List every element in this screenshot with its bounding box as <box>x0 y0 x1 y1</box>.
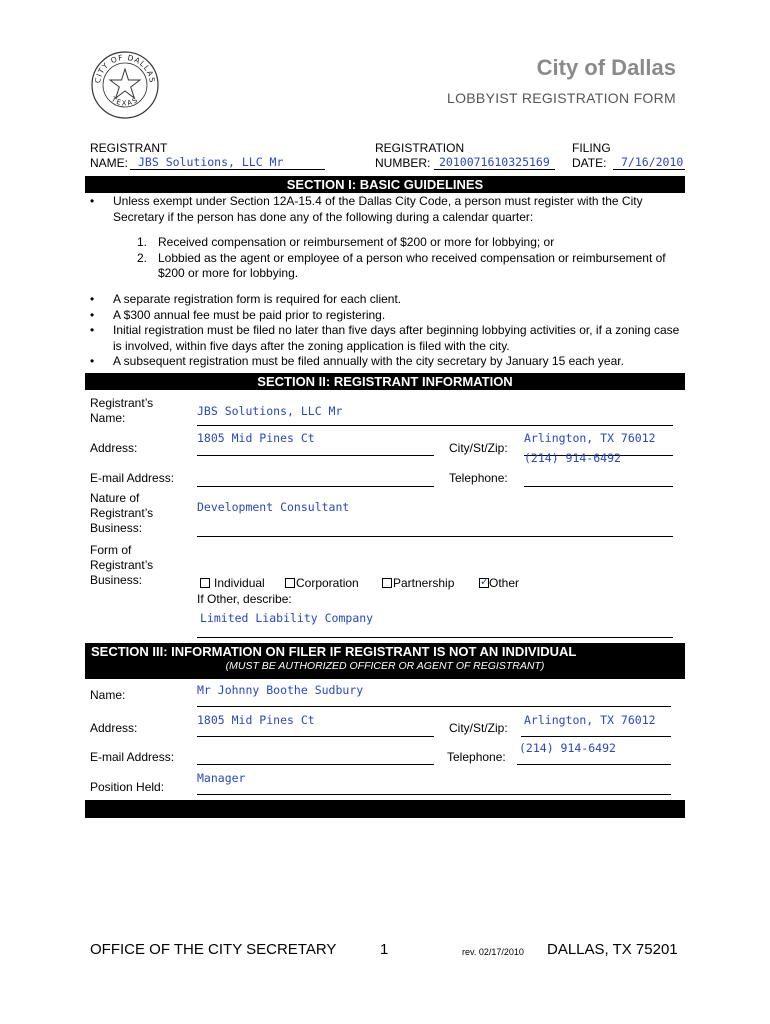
registrant-name-input[interactable] <box>197 404 673 426</box>
filer-telephone-input[interactable] <box>517 741 671 765</box>
registration-number-field[interactable] <box>434 156 555 170</box>
filer-name-label: Name: <box>90 688 126 702</box>
telephone-text: (214) 914-6492 <box>524 451 621 465</box>
partnership-checkbox[interactable] <box>382 578 392 588</box>
footer-city: DALLAS, TX 75201 <box>547 941 678 958</box>
registration-number-value: 2010071610325169 <box>439 155 550 169</box>
city-st-zip-label: City/St/Zip: <box>449 441 508 455</box>
filer-email-input[interactable] <box>197 749 434 765</box>
list-item-text: Received compensation or reimbursement of $200 or more for lobbying; or <box>158 235 555 249</box>
numbered-list <box>137 235 687 282</box>
svg-text:TEXAS <box>109 95 140 108</box>
filer-telephone-label: Telephone: <box>447 750 506 764</box>
other-describe-input[interactable] <box>197 611 673 638</box>
section-3-title: SECTION III: INFORMATION ON FILER IF REGISTRANT IS NOT AN INDIVIDUAL <box>91 644 577 659</box>
option-individual[interactable] <box>197 576 285 591</box>
footer-office: OFFICE OF THE CITY SECRETARY <box>90 941 337 958</box>
list-item-text: Lobbied as the agent or employee of a person who received compensation or reimbursement of $200 or more for lobbying. <box>158 250 666 280</box>
bullet-text: Initial registration must be filed no later than five days after beginning lobbying activities or, if a zoning case is involved, within five days after the zoning application is filed with the city. <box>113 323 680 353</box>
list-item-number: 1. <box>137 235 148 249</box>
section-1-header: SECTION I: BASIC GUIDELINES <box>85 176 685 193</box>
list-item <box>137 235 687 251</box>
option-corporation[interactable] <box>285 576 382 591</box>
other-label: Other <box>489 576 520 590</box>
business-form-options <box>197 576 519 591</box>
address-input[interactable] <box>197 431 434 456</box>
position-held-text: Manager <box>197 771 246 785</box>
bullet-item: • A $300 annual fee must be paid prior to registering. <box>90 308 690 324</box>
filing-date-label: DATE: <box>572 156 607 170</box>
registrant-name-value: JBS Solutions, LLC Mr <box>138 155 284 169</box>
registrant-label: REGISTRANT <box>90 141 168 155</box>
filer-address-text: 1805 Mid Pines Ct <box>197 713 315 727</box>
city-title: City of Dallas <box>536 55 676 80</box>
address-text: 1805 Mid Pines Ct <box>197 431 315 445</box>
option-partnership[interactable] <box>382 576 479 591</box>
address-label: Address: <box>90 441 138 455</box>
other-describe-text: Limited Liability Company <box>200 611 374 625</box>
individual-checkbox[interactable] <box>200 578 210 588</box>
section-3-header <box>85 643 685 679</box>
bullet-item: • Initial registration must be filed no later than five days after beginning lobbying activities or, if a zoning case is involved, within five days after the zoning application is filed with the city. <box>90 323 690 354</box>
filer-city-st-zip-label: City/St/Zip: <box>449 721 508 735</box>
filer-telephone-text: (214) 914-6492 <box>519 741 616 755</box>
email-label: E-mail Address: <box>90 471 175 485</box>
section-1-intro-text: Unless exempt under Section 12A-15.4 of the Dallas City Code, a person must register with the City Secretary if the person has done any of the following during a calendar quarter: <box>113 194 643 224</box>
list-item-number: 2. <box>137 250 148 265</box>
page-number: 1 <box>380 941 389 958</box>
filer-city-st-zip-text: Arlington, TX 76012 <box>524 713 656 727</box>
registration-label: REGISTRATION <box>375 141 465 155</box>
other-describe-label: If Other, describe: <box>197 592 292 606</box>
position-held-label: Position Held: <box>90 780 165 794</box>
position-held-input[interactable] <box>197 771 671 795</box>
section-2-header: SECTION II: REGISTRANT INFORMATION <box>85 373 685 390</box>
section-3-subtitle: (MUST BE AUTHORIZED OFFICER OR AGENT OF REGISTRANT) <box>225 660 545 672</box>
telephone-label: Telephone: <box>449 471 508 485</box>
partnership-label: Partnership <box>393 576 455 590</box>
section-1-intro: • Unless exempt under Section 12A-15.4 of the Dallas City Code, a person must register with the City Secretary if the person has done any of the following during a calendar quarter: <box>90 194 690 225</box>
filer-address-label: Address: <box>90 721 138 735</box>
city-seal-icon <box>90 50 160 120</box>
nature-of-business-text: Development Consultant <box>197 500 350 514</box>
bullet-text: A subsequent registration must be filed annually with the city secretary by January 15 each year. <box>113 354 624 368</box>
seal-bottom-text: TEXAS <box>109 95 141 108</box>
filer-city-st-zip-input[interactable] <box>521 713 671 737</box>
bullet-text: A separate registration form is required for each client. <box>113 292 402 306</box>
form-title: LOBBYIST REGISTRATION FORM <box>447 90 676 106</box>
bullet-text: A $300 annual fee must be paid prior to registering. <box>113 307 386 322</box>
option-other[interactable] <box>479 576 519 591</box>
corporation-label: Corporation <box>296 576 359 590</box>
nature-of-business-input[interactable] <box>197 500 673 537</box>
city-st-zip-text: Arlington, TX 76012 <box>524 431 656 445</box>
revision-date: rev. 02/17/2010 <box>462 947 524 957</box>
bullet-item: • A subsequent registration must be filed annually with the city secretary by January 15 each year. <box>90 354 690 370</box>
bullet-item: • A separate registration form is required for each client. <box>90 292 690 308</box>
seal-top-text: CITY OF DALLAS <box>92 52 158 84</box>
filer-address-input[interactable] <box>197 713 434 737</box>
nature-of-business-label: Nature of Registrant’s Business: <box>90 491 154 535</box>
registrant-name-text: JBS Solutions, LLC Mr <box>197 404 343 418</box>
registrant-name-label: NAME: <box>90 156 129 170</box>
corporation-checkbox[interactable] <box>285 578 295 588</box>
individual-label: Individual <box>214 576 265 590</box>
filing-date-field[interactable] <box>613 156 685 170</box>
filer-email-label: E-mail Address: <box>90 750 175 764</box>
filer-name-input[interactable] <box>197 683 671 707</box>
email-input[interactable] <box>197 471 434 487</box>
other-checkbox[interactable] <box>479 578 489 588</box>
list-item <box>137 251 687 282</box>
telephone-input[interactable] <box>524 451 673 487</box>
filing-label: FILING <box>572 141 611 155</box>
registrant-name-field[interactable] <box>130 156 325 170</box>
registrant-name-label: Registrant’s Name: <box>90 396 154 425</box>
form-of-business-label: Form of Registrant’s Business: <box>90 543 154 587</box>
filing-date-value: 7/16/2010 <box>621 155 684 169</box>
registration-number-label: NUMBER: <box>375 156 431 170</box>
filer-name-text: Mr Johnny Boothe Sudbury <box>197 683 364 697</box>
section-3-end-bar <box>85 800 685 818</box>
bullet-list <box>90 292 690 370</box>
